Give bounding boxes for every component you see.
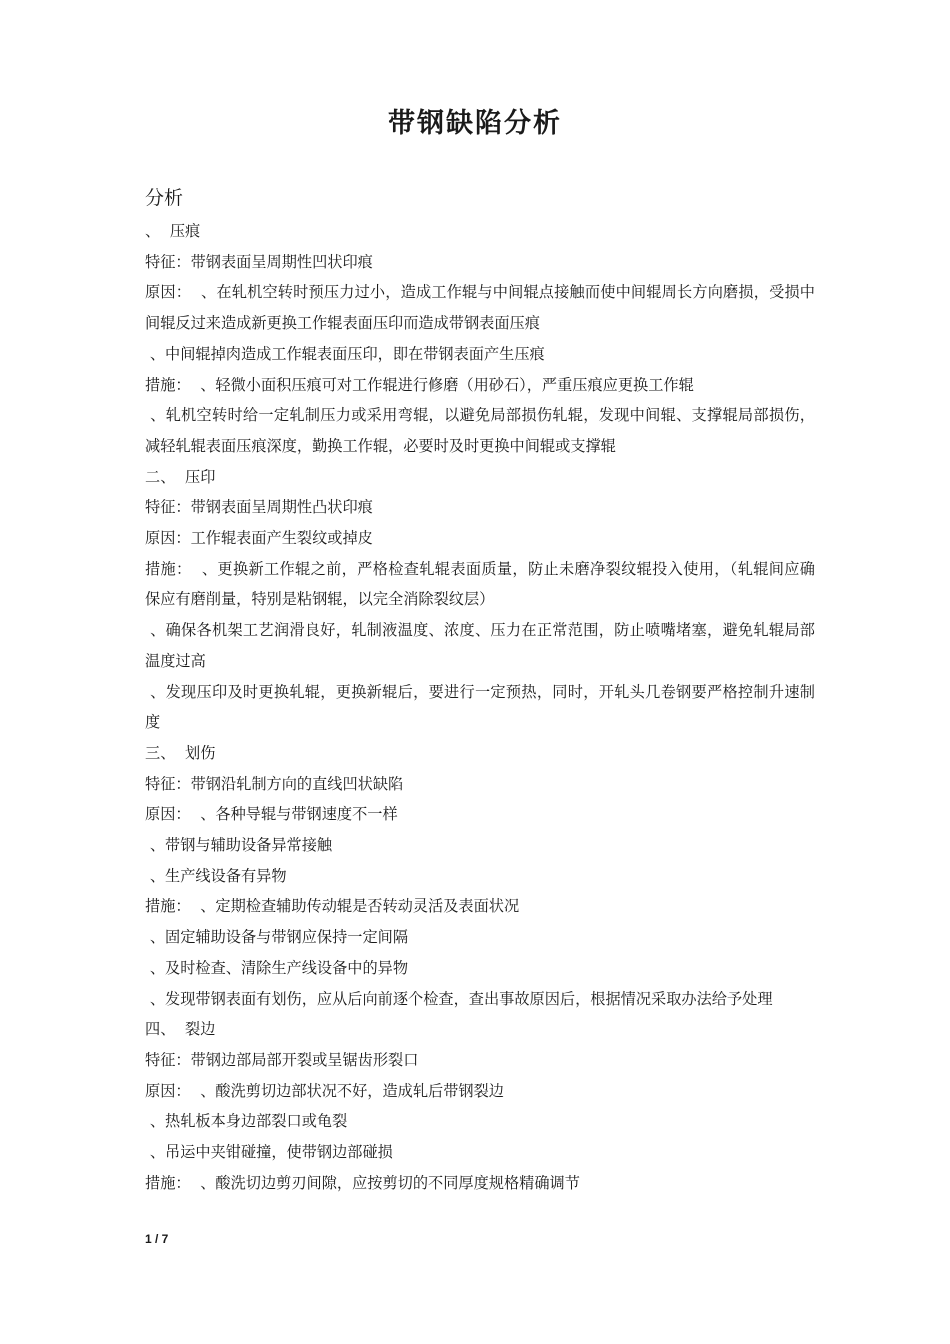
section-heading: 分析	[145, 187, 184, 209]
paragraph: 特征：带钢表面呈周期性凸状印痕	[145, 498, 373, 517]
paragraph: 措施： 、更换新工作辊之前，严格检查轧辊表面质量，防止未磨净裂纹辊投入使用，（轧辊间应确保应有磨削量，特别是粘钢辊，以完全消除裂纹层）	[145, 559, 815, 609]
paragraph: 特征：带钢边部局部开裂或呈锯齿形裂口	[145, 1050, 419, 1069]
paragraph: 、及时检查、清除生产线设备中的异物	[145, 958, 409, 977]
paragraph: 、发现压印及时更换轧辊，更换新辊后，要进行一定预热，同时，开轧头几卷钢要严格控制升速制度	[145, 682, 815, 732]
paragraph: 原因： 、在轧机空转时预压力过小，造成工作辊与中间辊点接触而使中间辊周长方向磨损，受损中间辊反过来造成新更换工作辊表面压印而造成带钢表面压痕	[145, 283, 815, 333]
paragraph: 原因： 、酸洗剪切边部状况不好，造成轧后带钢裂边	[145, 1081, 504, 1100]
paragraph: 、轧机空转时给一定轧制压力或采用弯辊，以避免局部损伤轧辊，发现中间辊、支撑辊局部损伤，减轻轧辊表面压痕深度，勤换工作辊，必要时及时更换中间辊或支撑辊	[145, 406, 815, 455]
paragraph: 、 压痕	[145, 222, 201, 240]
document-body	[145, 216, 815, 1199]
paragraph: 、吊运中夹钳碰撞，使带钢边部碰损	[145, 1143, 393, 1162]
paragraph: 措施： 、定期检查辅助传动辊是否转动灵活及表面状况	[145, 897, 520, 916]
paragraph: 三、 划伤	[145, 743, 216, 762]
paragraph: 、生产线设备有异物	[145, 866, 287, 885]
paragraph: 措施： 、酸洗切边剪刃间隙，应按剪切的不同厚度规格精确调节	[145, 1173, 580, 1192]
paragraph: 、固定辅助设备与带钢应保持一定间隔	[145, 928, 409, 947]
paragraph: 、发现带钢表面有划伤，应从后向前逐个检查，查出事故原因后，根据情况采取办法给予处理	[145, 989, 773, 1008]
paragraph: 二、 压印	[145, 467, 216, 486]
paragraph: 四、 裂边	[145, 1020, 216, 1039]
paragraph: 、带钢与辅助设备异常接触	[145, 836, 333, 855]
paragraph: 原因： 、各种导辊与带钢速度不一样	[145, 805, 398, 824]
paragraph: 、中间辊掉肉造成工作辊表面压印，即在带钢表面产生压痕	[145, 344, 545, 363]
paragraph: 特征：带钢沿轧制方向的直线凹状缺陷	[145, 774, 404, 793]
page-number: 1 / 7	[145, 1232, 169, 1246]
document-title: 带钢缺陷分析	[388, 108, 562, 139]
paragraph: 特征：带钢表面呈周期性凹状印痕	[145, 252, 373, 271]
paragraph: 、确保各机架工艺润滑良好，轧制液温度、浓度、压力在正常范围，防止喷嘴堵塞，避免轧辊局部温度过高	[145, 621, 815, 670]
paragraph: 原因：工作辊表面产生裂纹或掉皮	[145, 529, 373, 548]
paragraph: 、热轧板本身边部裂口或龟裂	[145, 1112, 348, 1131]
paragraph: 措施： 、轻微小面积压痕可对工作辊进行修磨（用砂石），严重压痕应更换工作辊	[145, 375, 694, 394]
